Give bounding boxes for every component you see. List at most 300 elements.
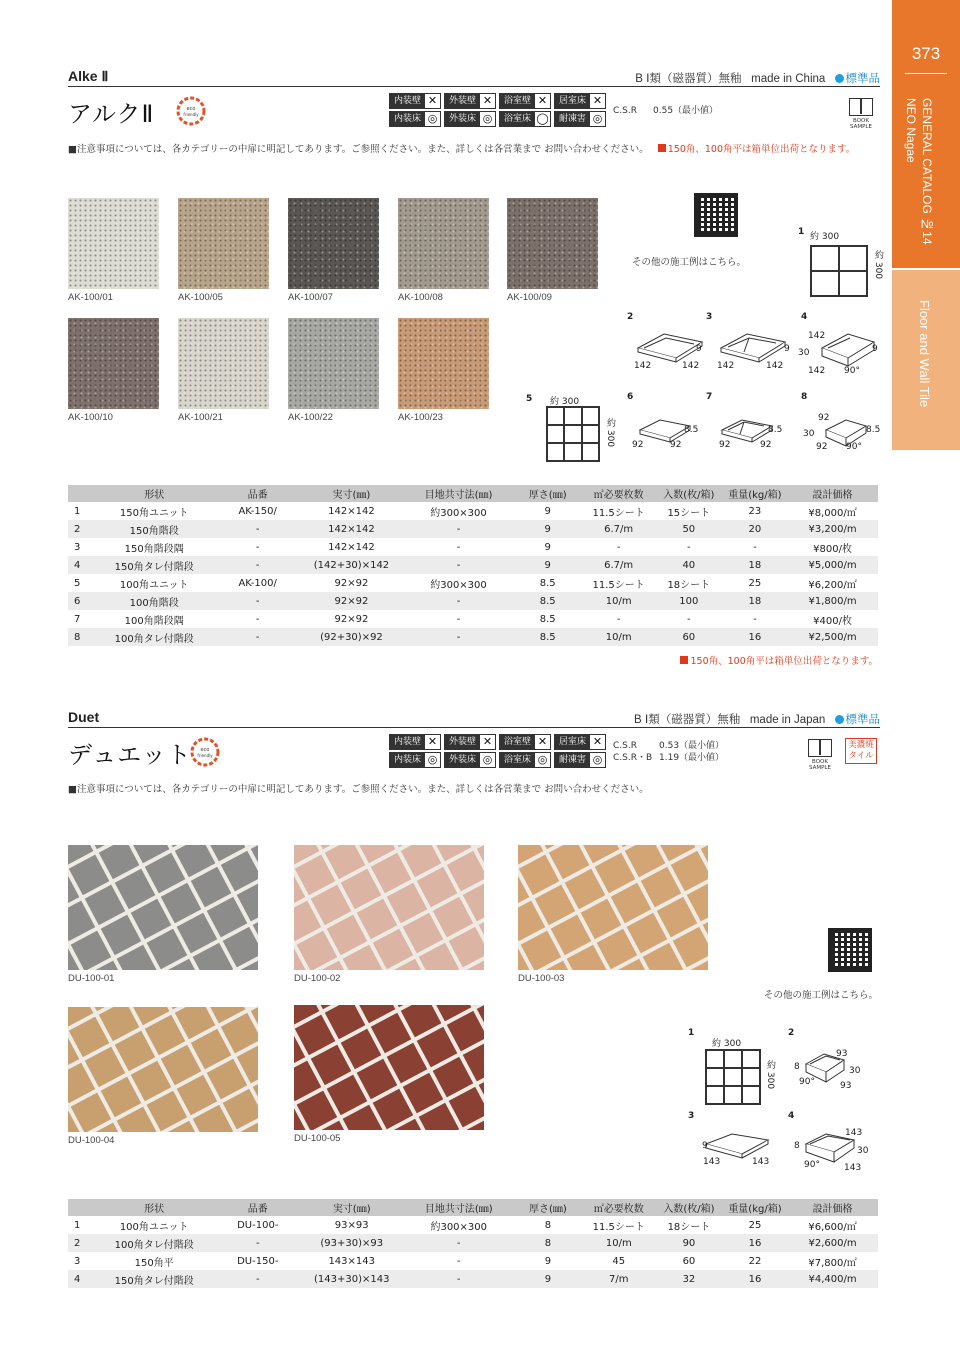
table-cell: - (255, 613, 260, 625)
table-cell: 10/m (582, 592, 655, 610)
tile-photo[interactable] (518, 845, 708, 970)
table-cell: ¥2,600/m (787, 1234, 878, 1252)
table-cell: 92×92 (334, 613, 369, 625)
table-cell: 25 (748, 1219, 762, 1231)
tile-code: AK-100/08 (398, 292, 443, 303)
tile-code: AK-100/21 (178, 412, 223, 423)
table-cell: 20 (723, 520, 787, 538)
diagram-number: 3 (688, 1111, 695, 1121)
diagram-number: 4 (788, 1111, 795, 1121)
diagram-dim: 93 (836, 1049, 848, 1059)
diagram-number: 8 (801, 392, 808, 402)
usage-spec-label: 浴室壁 (500, 735, 535, 749)
csr-value: 0.55（最小値） (653, 106, 719, 116)
table-cell: - (404, 592, 513, 610)
diagram-number: 1 (688, 1028, 695, 1038)
diagram-dim: 143 (845, 1128, 863, 1138)
table-cell: 1 (74, 1219, 81, 1231)
tile-photo[interactable] (294, 1005, 484, 1130)
table-cell: ¥3,200/m (787, 520, 878, 538)
table-cell: 100角ユニット (119, 1221, 189, 1233)
table-row (68, 1270, 878, 1288)
table-cell: - (404, 628, 513, 646)
table-cell: - (216, 520, 299, 538)
usage-spec (444, 93, 496, 109)
table-cell: - (456, 613, 461, 625)
table-cell: 150角階段 (92, 520, 216, 538)
badge-line: タイル (848, 751, 874, 761)
diagram-dim: 8 (794, 1141, 800, 1151)
table-cell: - (404, 1270, 513, 1288)
table-cell: ¥8,000/㎡ (808, 507, 857, 519)
duet-standard: 標準品 (845, 714, 880, 726)
usage-spec-mark: ✕ (535, 94, 550, 108)
tile-code: AK-100/22 (288, 412, 333, 423)
usage-spec-mark: ✕ (590, 735, 605, 749)
table-row (68, 538, 878, 556)
usage-spec-label: 外装壁 (445, 94, 480, 108)
tile-swatch[interactable] (288, 198, 379, 289)
table-row (68, 628, 878, 646)
table-cell: 100角階段 (92, 592, 216, 610)
table-cell: 18 (723, 556, 787, 574)
table-cell: - (616, 613, 621, 625)
svg-text:friendly: friendly (183, 112, 199, 117)
tile-code: AK-100/01 (68, 292, 113, 303)
tile-swatch[interactable] (68, 198, 159, 289)
table-cell: 11.5シート (592, 1221, 645, 1233)
usage-spec (389, 734, 441, 750)
usage-spec (444, 734, 496, 750)
table-cell: 92×92 (334, 577, 369, 589)
alke-table-footnote (680, 653, 878, 667)
diagram-dim: 9 (872, 344, 878, 354)
duet-spec-table (68, 1199, 878, 1288)
table-header-row (68, 485, 878, 502)
table-cell: 150角タレ付階段 (92, 1270, 216, 1288)
table-cell: 92×92 (299, 592, 404, 610)
eco-friendly-icon (176, 96, 206, 126)
table-cell: AK-100/ (238, 577, 277, 589)
table-header-cell: 入数(枚/箱) (655, 1199, 723, 1216)
duet-qr-note: その他の施工例はこちら。 (764, 990, 879, 1001)
table-cell: 8 (513, 1234, 582, 1252)
alke-note-red: 150角、100角平は箱単位出荷となります。 (667, 144, 856, 155)
table-header-cell: 形状 (92, 485, 216, 502)
diagram-width: 約 300 (550, 397, 580, 407)
table-cell: 50 (655, 520, 723, 538)
diagram-dim: 30 (798, 348, 810, 358)
diagram-number: 7 (706, 392, 713, 402)
diagram-dim: 143 (752, 1157, 770, 1167)
table-cell: 1 (74, 505, 81, 517)
usage-spec (554, 752, 606, 768)
table-cell: 8 (68, 628, 92, 646)
diagram-height: 約 300 (765, 1060, 775, 1090)
table-cell: 16 (723, 1234, 787, 1252)
diagram-dim: 93 (840, 1081, 852, 1091)
table-cell: - (753, 541, 757, 553)
table-cell: 18シート (667, 579, 711, 591)
usage-spec-mark: ◎ (535, 753, 550, 767)
standard-dot-icon (835, 74, 844, 83)
table-header-cell: ㎡必要枚数 (583, 1199, 656, 1216)
catalog-title: GENERAL CATALOG №14 (920, 98, 934, 245)
table-header-cell: 目地共寸法(㎜) (404, 485, 513, 502)
table-cell: 9 (544, 1255, 552, 1267)
table-cell: 9 (513, 556, 582, 574)
alke-title-jp: アルクⅡ (68, 100, 155, 128)
tile-swatch[interactable] (68, 318, 159, 409)
table-cell: ¥7,800/㎡ (808, 1257, 857, 1269)
usage-spec (554, 734, 606, 750)
usage-spec (389, 111, 441, 127)
usage-spec-mark: ✕ (480, 94, 495, 108)
tile-code: AK-100/09 (507, 292, 552, 303)
table-cell: 142×142 (328, 505, 375, 517)
table-cell: 15シート (667, 507, 711, 519)
usage-spec-label: 外装壁 (445, 735, 480, 749)
table-cell: 約300×300 (430, 579, 487, 591)
table-header-cell: 設計価格 (787, 485, 878, 502)
table-cell: 150角タレ付階段 (92, 556, 216, 574)
tile-swatch[interactable] (178, 318, 269, 409)
table-cell: 22 (748, 1255, 762, 1267)
alke-usage-specs (389, 93, 606, 127)
usage-spec-mark: ◎ (425, 112, 440, 126)
table-cell: 8 (544, 1219, 552, 1231)
diagram-dim: 8.5 (866, 425, 881, 435)
red-square-icon (658, 144, 666, 152)
table-header-cell: 品番 (216, 485, 299, 502)
diagram-number: 3 (706, 312, 713, 322)
table-cell: - (456, 541, 461, 553)
duet-csr (613, 740, 724, 764)
usage-spec-label: 浴室壁 (500, 94, 535, 108)
table-cell: - (404, 556, 513, 574)
diagram-number: 4 (801, 312, 808, 322)
csr-label: C.S.R (613, 741, 637, 751)
usage-spec-label: 居室床 (555, 735, 590, 749)
table-header-row (68, 1199, 878, 1216)
diagram-height: 約 300 (873, 250, 883, 280)
table-cell: 150角階段隅 (124, 543, 184, 555)
duet-title-jp: デュエット (68, 741, 192, 769)
table-row (68, 592, 878, 610)
table-header-cell: ㎡必要枚数 (582, 485, 655, 502)
tile-code: AK-100/05 (178, 292, 223, 303)
table-cell: ¥800/枚 (813, 543, 852, 555)
table-row (68, 1216, 878, 1234)
table-cell: 90 (655, 1234, 723, 1252)
usage-spec-mark: ✕ (425, 735, 440, 749)
table-header-cell: 設計価格 (787, 1199, 878, 1216)
diagram-dim: 8.5 (684, 425, 699, 435)
table-cell: 9 (544, 541, 551, 553)
table-header-cell: 厚さ(㎜) (513, 1199, 582, 1216)
table-cell: 16 (723, 1270, 787, 1288)
diagram-width: 約 300 (810, 232, 840, 242)
diagram-dim: 9 (696, 344, 702, 354)
alke-rule (68, 86, 880, 87)
table-header-cell: 重量(kg/箱) (723, 1199, 787, 1216)
book-sample-label: BOOK SAMPLE (850, 118, 872, 130)
tile-photo[interactable] (294, 845, 484, 970)
alke-unit-100-diagram (546, 406, 600, 462)
book-sample-label: BOOK SAMPLE (809, 759, 831, 771)
usage-spec-mark: ◎ (480, 753, 495, 767)
table-cell: 100角階段隅 (124, 615, 184, 627)
duet-class: B Ⅰ類（磁器質）無釉 (633, 714, 741, 726)
diagram-dim: 92 (816, 442, 828, 452)
table-cell: 4 (68, 1270, 92, 1288)
table-cell: 16 (723, 628, 787, 646)
table-cell: ¥5,000/m (787, 556, 878, 574)
table-cell: 100角タレ付階段 (92, 1234, 216, 1252)
usage-spec-mark: ✕ (425, 94, 440, 108)
alke-footnote-text: 150角、100角平は箱単位出荷となります。 (690, 656, 878, 667)
table-cell: 約300×300 (430, 507, 487, 519)
table-cell: 60 (655, 628, 723, 646)
table-cell: - (216, 556, 299, 574)
table-cell: 45 (612, 1255, 626, 1267)
table-cell: 8.5 (513, 592, 582, 610)
diagram-dim: 142 (808, 366, 826, 376)
usage-spec-label: 内装壁 (390, 94, 425, 108)
page-number-rule (905, 73, 947, 74)
usage-spec-label: 外装床 (445, 753, 480, 767)
usage-spec-mark: ◎ (480, 112, 495, 126)
alke-csr (613, 105, 718, 117)
table-cell: AK-150/ (238, 505, 277, 517)
usage-spec (554, 93, 606, 109)
table-header-cell: 品番 (216, 1199, 299, 1216)
tile-code: DU-100-03 (518, 973, 565, 984)
tile-code: AK-100/07 (288, 292, 333, 303)
diagram-dim: 9 (784, 344, 790, 354)
table-cell: 8.5 (539, 577, 556, 589)
tile-swatch[interactable] (507, 198, 598, 289)
diagram-dim: 92 (760, 440, 772, 450)
table-cell: 7 (74, 613, 81, 625)
table-cell: - (687, 613, 691, 625)
table-cell: - (216, 1270, 299, 1288)
diagram-dim: 142 (634, 361, 652, 371)
csrb-value: 1.19（最小値） (659, 753, 725, 763)
diagram-dim: 92 (719, 440, 731, 450)
diagram-dim: 90° (799, 1077, 815, 1087)
table-header-cell (68, 1199, 92, 1216)
alke-qr-code[interactable] (694, 193, 738, 237)
page-number: 373 (911, 44, 941, 63)
tile-code: DU-100-04 (68, 1135, 115, 1146)
table-header-cell: 実寸(㎜) (299, 1199, 404, 1216)
table-cell: - (216, 592, 299, 610)
diagram-dim: 142 (766, 361, 784, 371)
usage-spec (444, 111, 496, 127)
table-cell: - (216, 1234, 299, 1252)
tile-photo[interactable] (68, 845, 258, 970)
table-cell: 100角ユニット (119, 579, 189, 591)
table-cell: ¥6,600/㎡ (808, 1221, 857, 1233)
eco-friendly-icon (190, 737, 220, 767)
table-cell: 4 (68, 556, 92, 574)
table-row (68, 610, 878, 628)
diagram-dim: 30 (857, 1146, 869, 1156)
diagram-dim: 143 (844, 1163, 862, 1173)
duet-made-in: made in Japan (749, 714, 826, 726)
alke-standard: 標準品 (845, 73, 880, 85)
diagram-number: 6 (627, 392, 634, 402)
table-cell: 40 (655, 556, 723, 574)
diagram-dim: 8.5 (768, 425, 783, 435)
diagram-dim: 92 (818, 413, 830, 423)
table-cell: 150角平 (134, 1257, 174, 1269)
usage-spec-label: 耐凍害 (555, 112, 590, 126)
alke-spec-table (68, 485, 878, 646)
tile-swatch[interactable] (398, 318, 489, 409)
diagram-dim: 92 (632, 440, 644, 450)
table-header-cell: 入数(枚/箱) (655, 485, 723, 502)
table-cell: - (616, 541, 621, 553)
category-label: Floor and Wall Tile (917, 300, 932, 408)
table-cell: - (216, 628, 299, 646)
diagram-dim: 30 (803, 429, 815, 439)
table-cell: 3 (74, 541, 81, 553)
table-cell: 150角ユニット (119, 507, 189, 519)
diagram-dim: 92 (670, 440, 682, 450)
usage-spec (389, 752, 441, 768)
alke-step-diagrams (624, 312, 894, 462)
table-cell: 100角タレ付階段 (92, 628, 216, 646)
alke-unit-150-diagram (810, 245, 868, 297)
diagram-height: 約 300 (605, 418, 615, 448)
csr-label: C.S.R (613, 106, 637, 116)
diagram-number: 2 (627, 312, 634, 322)
usage-spec (499, 93, 551, 109)
alke-qr-note: その他の施工例はこちら。 (632, 257, 747, 268)
alke-meta (635, 70, 880, 86)
diagram-dim: 143 (703, 1157, 721, 1167)
usage-spec-label: 内装壁 (390, 735, 425, 749)
alke-note (68, 141, 855, 155)
usage-spec-label: 浴室床 (500, 753, 535, 767)
tile-swatch[interactable] (398, 198, 489, 289)
duet-book-sample[interactable] (803, 739, 837, 771)
tile-swatch[interactable] (178, 198, 269, 289)
duet-usage-specs (389, 734, 606, 768)
usage-spec (444, 752, 496, 768)
alke-made-in: made in China (751, 73, 826, 85)
duet-meta (634, 711, 880, 727)
table-cell: 9 (544, 505, 551, 517)
usage-spec-label: 外装床 (445, 112, 480, 126)
table-cell: (92+30)×92 (299, 628, 404, 646)
diagram-dim: 142 (808, 331, 826, 341)
table-header-cell: 実寸(㎜) (299, 485, 404, 502)
usage-spec-label: 居室床 (555, 94, 590, 108)
alke-title-en: Alke Ⅱ (68, 68, 109, 84)
book-icon (808, 739, 832, 757)
csrb-label: C.S.R・B (613, 753, 653, 763)
red-square-icon (680, 656, 688, 664)
table-cell: 93×93 (334, 1219, 369, 1231)
table-cell: DU-150- (237, 1255, 279, 1267)
duet-qr-code[interactable] (828, 928, 872, 972)
svg-text:friendly: friendly (197, 753, 213, 758)
table-cell: ¥4,400/m (787, 1270, 878, 1288)
table-cell: ¥1,800/m (787, 592, 878, 610)
usage-spec-label: 耐凍害 (555, 753, 590, 767)
table-cell: 100 (655, 592, 723, 610)
standard-dot-icon (835, 715, 844, 724)
diagram-dim: 90° (846, 442, 862, 452)
alke-note-text: ■注意事項については、各カテゴリーの中扉に明記してあります。ご参照ください。また、詳しくは各営業まで お問い合わせください。 (68, 144, 649, 155)
book-icon (849, 98, 873, 116)
table-cell: 10/m (583, 1234, 656, 1252)
table-cell: 25 (748, 577, 762, 589)
table-cell: 11.5シート (592, 507, 645, 519)
usage-spec-mark: ✕ (590, 94, 605, 108)
table-cell: 6.7/m (582, 556, 655, 574)
usage-spec-mark: ◯ (536, 112, 549, 125)
table-cell: - (456, 1255, 461, 1267)
diagram-dim: 90° (804, 1160, 820, 1170)
table-cell: 7/m (583, 1270, 656, 1288)
diagram-dim: 8 (794, 1062, 800, 1072)
table-row (68, 574, 878, 592)
table-cell: 2 (68, 1234, 92, 1252)
table-cell: - (255, 541, 260, 553)
usage-spec-label: 浴室床 (500, 112, 535, 126)
table-cell: 6.7/m (582, 520, 655, 538)
diagram-number: 2 (788, 1028, 795, 1038)
table-row (68, 520, 878, 538)
table-row (68, 556, 878, 574)
table-header-cell: 目地共寸法(㎜) (404, 1199, 513, 1216)
table-cell: 8.5 (539, 613, 556, 625)
table-cell: (93+30)×93 (299, 1234, 404, 1252)
diagram-width: 約 300 (712, 1039, 742, 1049)
diagram-number: 1 (798, 227, 805, 237)
usage-spec (499, 752, 551, 768)
tile-code: DU-100-01 (68, 973, 115, 984)
usage-spec-mark: ◎ (590, 112, 605, 126)
table-header-cell: 形状 (92, 1199, 216, 1216)
table-cell: 約300×300 (430, 1221, 488, 1233)
diagram-dim: 90° (844, 366, 860, 376)
table-row (68, 502, 878, 520)
catalog-brand: NEO Nagae (904, 98, 918, 163)
tile-code: DU-100-02 (294, 973, 341, 984)
table-cell: 23 (748, 505, 762, 517)
table-row (68, 1252, 878, 1270)
table-cell: (143+30)×143 (299, 1270, 404, 1288)
table-cell: 142×142 (299, 520, 404, 538)
table-cell: 60 (682, 1255, 696, 1267)
tile-swatch[interactable] (288, 318, 379, 409)
usage-spec-label: 内装床 (390, 112, 425, 126)
alke-book-sample[interactable] (844, 98, 878, 130)
table-cell: - (404, 1234, 513, 1252)
table-cell: 3 (74, 1255, 81, 1267)
table-cell: 11.5シート (592, 579, 645, 591)
tile-photo[interactable] (68, 1007, 258, 1132)
table-cell: ¥6,200/㎡ (808, 579, 857, 591)
alke-class: B Ⅰ類（磁器質）無釉 (635, 73, 742, 85)
usage-spec-label: 内装床 (390, 753, 425, 767)
usage-spec-mark: ✕ (535, 735, 550, 749)
